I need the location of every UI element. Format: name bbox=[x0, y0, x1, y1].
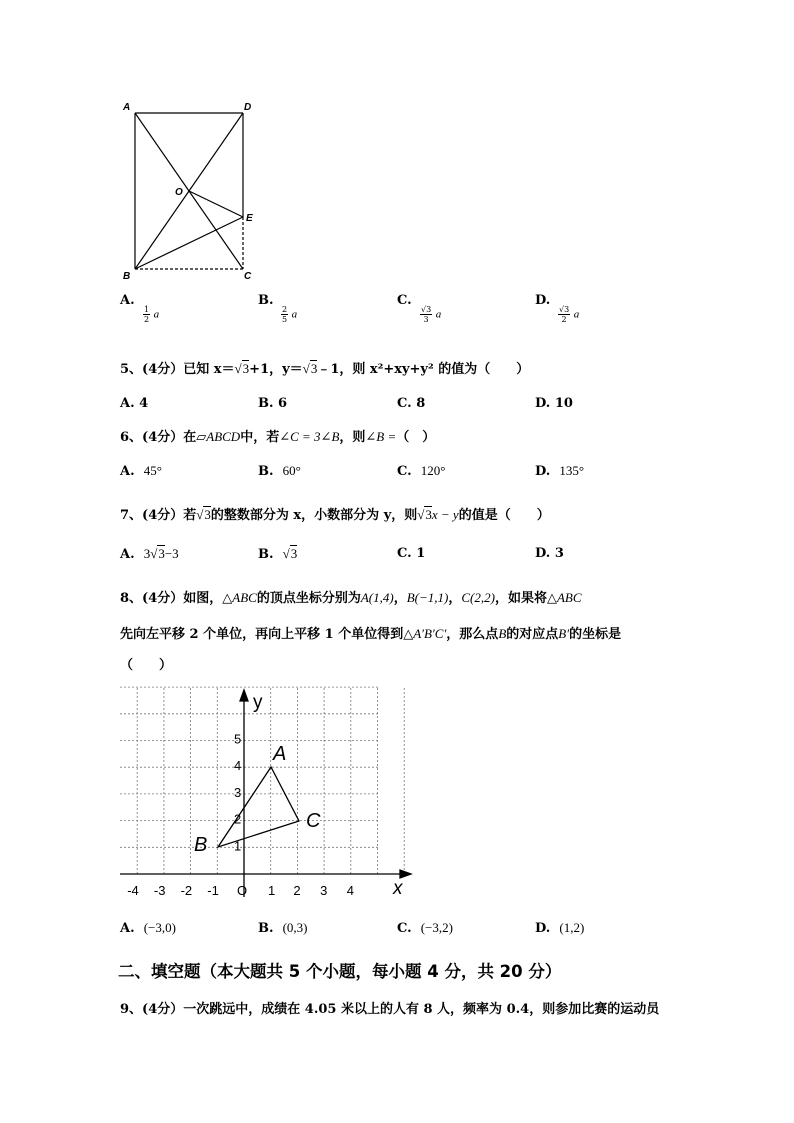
q4-option-a[interactable]: A. bbox=[120, 293, 135, 308]
x-tick-label: -3 bbox=[153, 883, 166, 898]
x-tick-label: 4 bbox=[346, 883, 355, 898]
q6-stem: 6、(4分）在▱ABCD中，若∠C = 3∠B，则∠B =（ ） bbox=[120, 429, 436, 445]
x-tick-label: -4 bbox=[127, 883, 139, 898]
q5-option-b[interactable]: B. 6 bbox=[258, 396, 288, 411]
q6-option-d[interactable]: D. 135° bbox=[535, 463, 585, 479]
q8-stem-line3: （ ） bbox=[120, 658, 173, 673]
q8-option-a[interactable]: A. (−3,0) bbox=[120, 920, 176, 936]
q4-option-b-value: $\frac{2}{5}$ a bbox=[282, 305, 298, 324]
q5-stem: 5、(4分）已知 x＝√3+1，y＝√3﹣1，则 x²+xy+y² 的值为（ ） bbox=[120, 361, 530, 377]
q9-stem: 9、(4分）一次跳远中，成绩在 4.05 米以上的人有 8 人，频率为 0.4，则参加比赛的运动员 bbox=[120, 1002, 660, 1017]
x-axis-label: x bbox=[393, 878, 403, 899]
y-axis-arrow bbox=[240, 690, 248, 701]
coordinate-grid bbox=[115, 682, 420, 900]
q4-option-c[interactable]: C. bbox=[397, 293, 412, 308]
q5-option-c[interactable]: C. 8 bbox=[397, 396, 426, 411]
y-tick-label: 1 bbox=[234, 838, 242, 854]
label-c: C bbox=[244, 271, 252, 282]
q7-option-a[interactable]: A. 3√3−3 bbox=[120, 546, 179, 562]
q6-option-b[interactable]: B. 60° bbox=[258, 463, 301, 479]
label-e: E bbox=[246, 213, 253, 224]
triangle-abc bbox=[218, 767, 299, 847]
q4-option-a-value: $\frac{1}{2}$ a bbox=[144, 305, 160, 324]
q8-stem-line2: 先向左平移 2 个单位，再向上平移 1 个单位得到△A′B′C′，那么点B的对应点B′的坐标是 bbox=[120, 626, 622, 642]
y-axis-label: y bbox=[253, 692, 263, 713]
x-tick-label: -1 bbox=[207, 883, 219, 898]
q4-option-d-value: $\frac{√3}{2}$ a bbox=[559, 305, 580, 324]
q7-option-c[interactable]: C. 1 bbox=[397, 546, 426, 561]
y-tick-label: 3 bbox=[234, 784, 242, 800]
x-tick-label: 2 bbox=[293, 883, 301, 898]
section-heading: 二、填空题（本大题共 5 个小题，每小题 4 分，共 20 分） bbox=[118, 962, 562, 981]
x-axis-arrow bbox=[400, 870, 411, 878]
point-c-label: C bbox=[306, 810, 321, 832]
q6-option-a[interactable]: A. 45° bbox=[120, 463, 162, 479]
q8-stem-line1: 8、(4分）如图，△ABC的顶点坐标分别为A(1,4)，B(−1,1)，C(2,2)，如果将△ABC bbox=[120, 590, 582, 606]
y-tick-label: 5 bbox=[234, 731, 242, 747]
x-tick-label: -2 bbox=[180, 883, 193, 898]
q4-option-c-value: $\frac{√3}{3}$ a bbox=[421, 305, 442, 324]
label-a: A bbox=[123, 102, 131, 113]
label-d: D bbox=[244, 102, 252, 113]
x-tick-label: 3 bbox=[320, 883, 328, 898]
q5-option-a[interactable]: A. 4 bbox=[120, 396, 149, 411]
point-b-label: B bbox=[194, 834, 208, 856]
q5-option-d[interactable]: D. 10 bbox=[535, 396, 573, 411]
rectangle-diagram bbox=[115, 95, 275, 285]
label-b: B bbox=[123, 271, 131, 282]
q7-option-d[interactable]: D. 3 bbox=[535, 546, 564, 561]
point-a-label: A bbox=[273, 743, 287, 765]
y-tick-label: 2 bbox=[234, 811, 242, 827]
label-o: O bbox=[175, 187, 183, 198]
segment-oe bbox=[189, 191, 243, 217]
q6-option-c[interactable]: C. 120° bbox=[397, 463, 446, 479]
q8-option-c[interactable]: C. (−3,2) bbox=[397, 920, 453, 936]
q4-option-d[interactable]: D. bbox=[535, 293, 551, 308]
q7-stem: 7、(4分）若√3的整数部分为 x，小数部分为 y，则√3x − y的值是（ ） bbox=[120, 507, 550, 523]
q4-option-b[interactable]: B. bbox=[258, 293, 274, 308]
y-tick-label: 4 bbox=[234, 758, 242, 774]
q8-option-b[interactable]: B. (0,3) bbox=[258, 920, 308, 936]
q8-option-d[interactable]: D. (1,2) bbox=[535, 920, 585, 936]
x-tick-1: 1 bbox=[268, 883, 276, 898]
origin-label: O bbox=[237, 883, 248, 898]
segment-be bbox=[135, 217, 243, 269]
q7-option-b[interactable]: B. √3 bbox=[258, 546, 298, 562]
